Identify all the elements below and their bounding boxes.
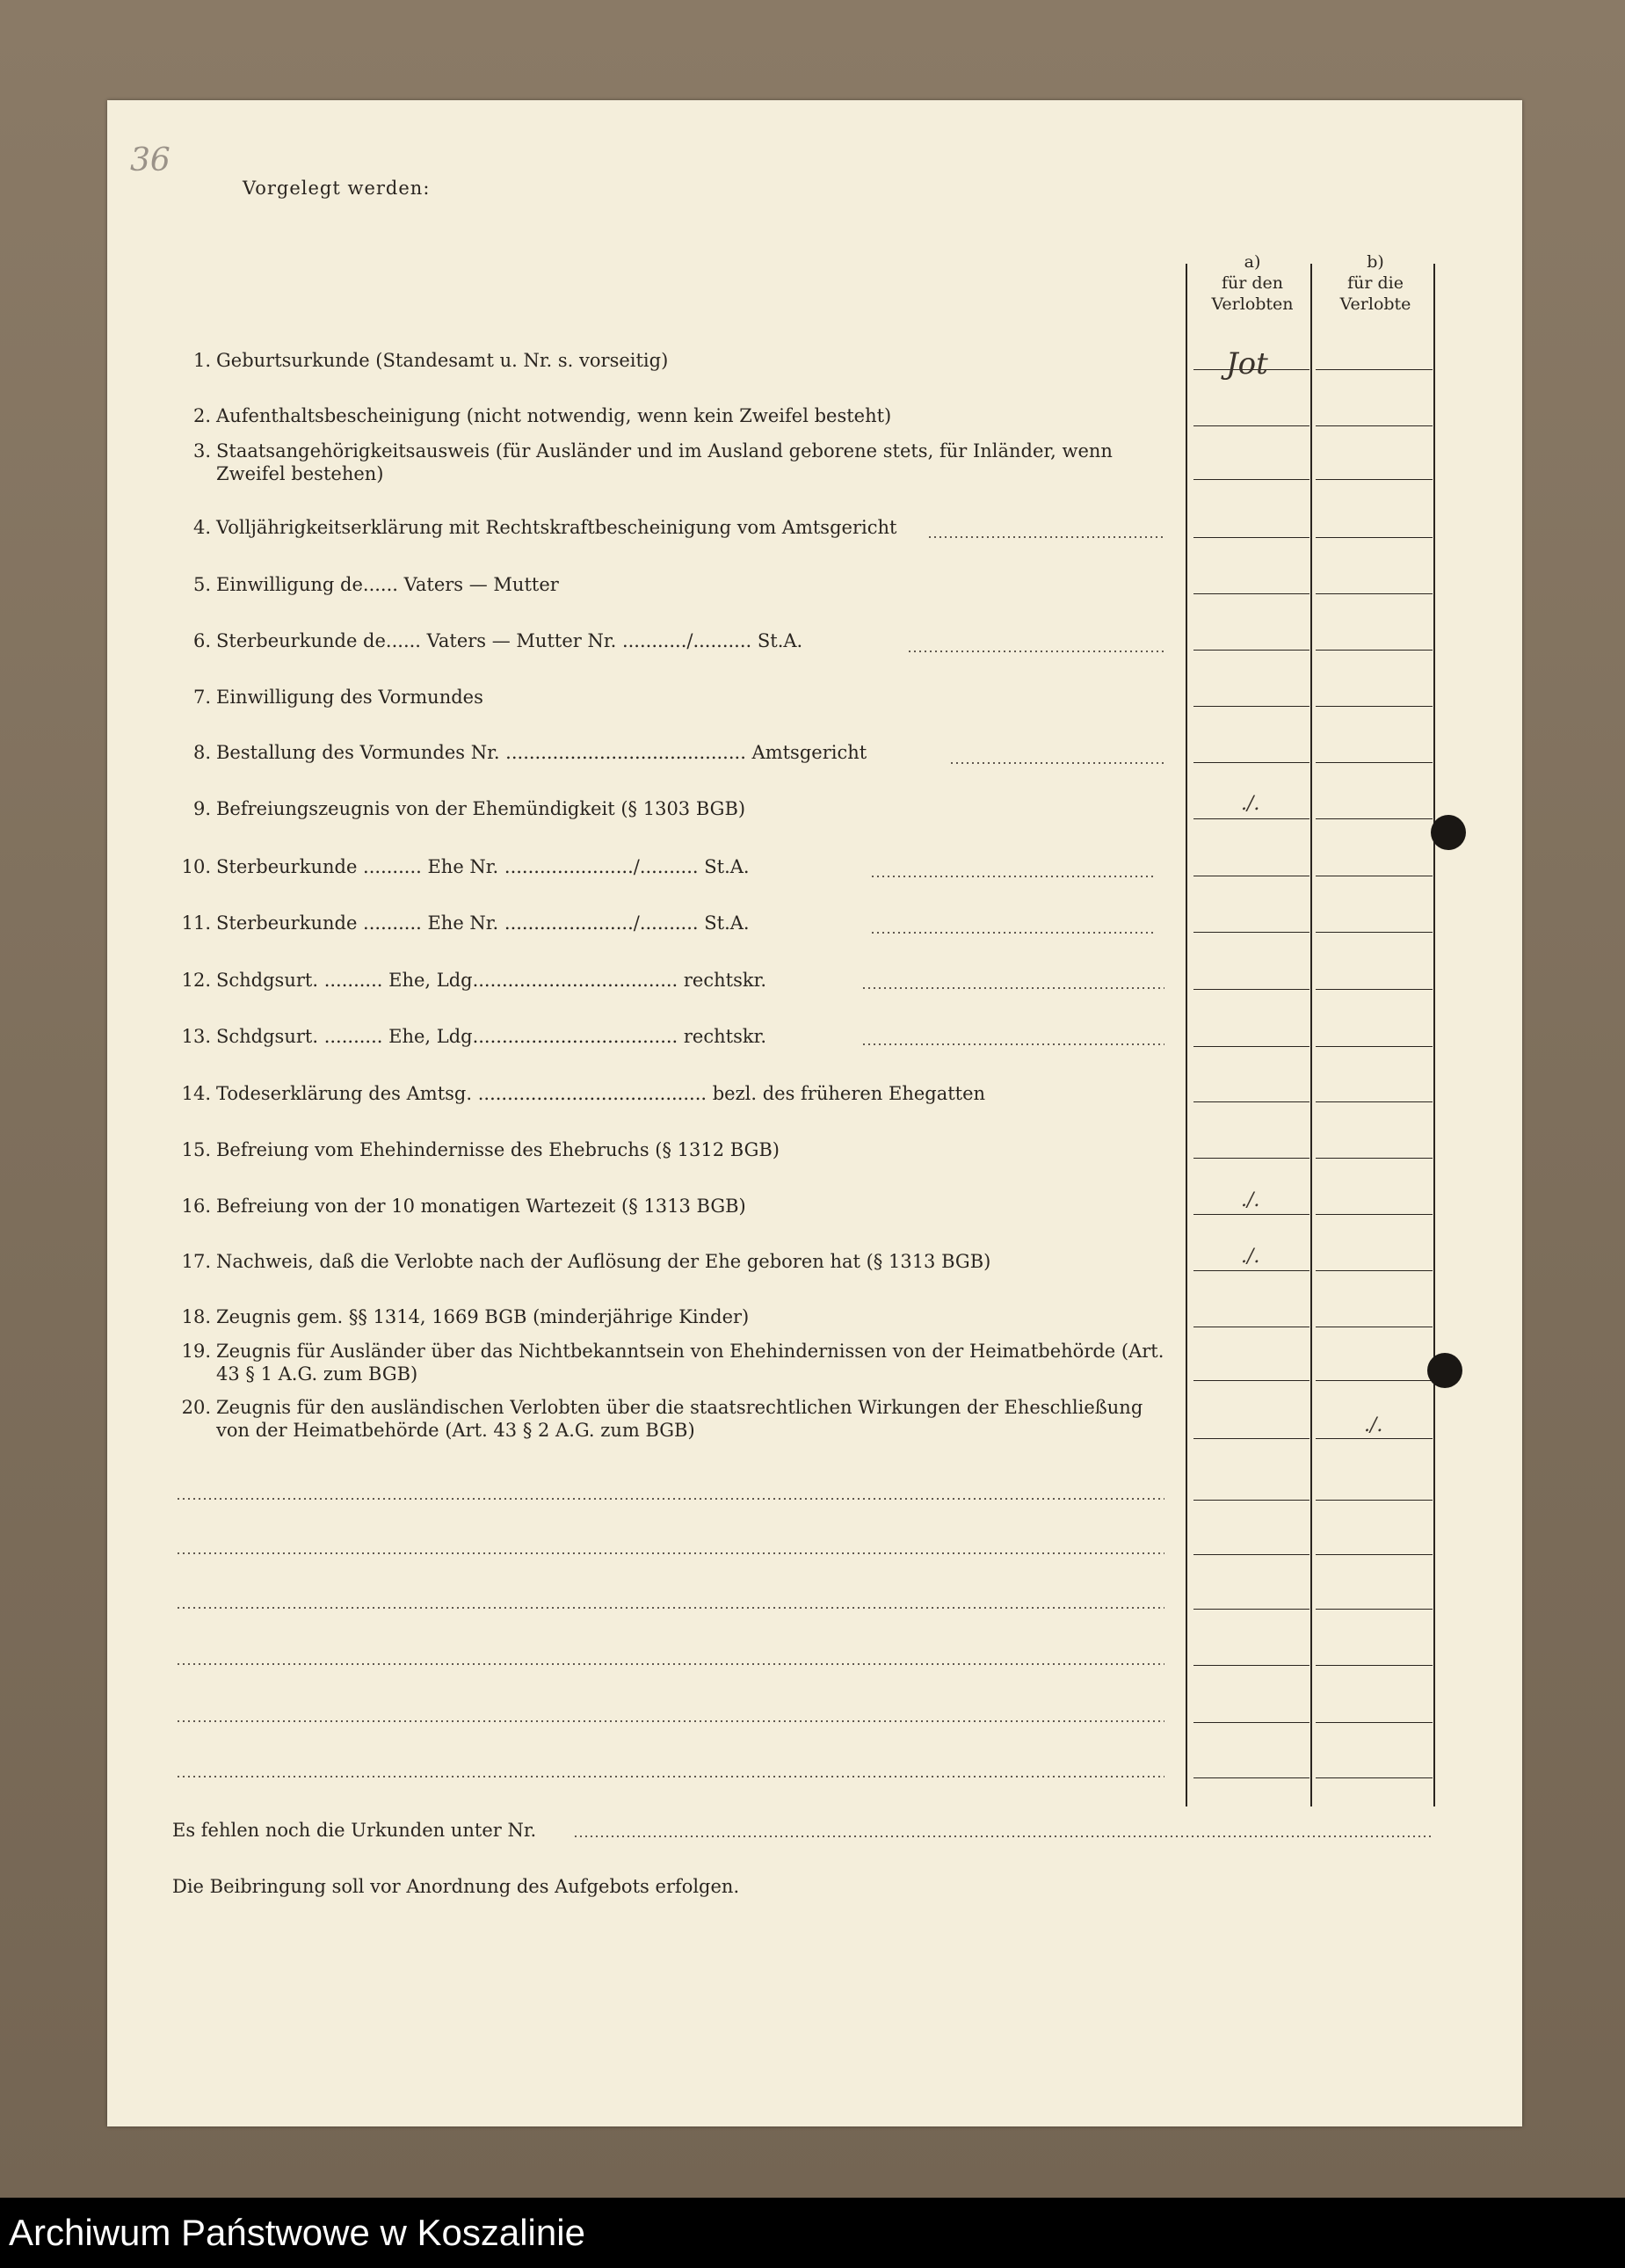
submission-note: Die Beibringung soll vor Anordnung des Aufgebots erfolgen. [172,1876,740,1897]
archive-banner [0,2198,1625,2268]
form-heading: Vorgelegt werden: [243,178,431,199]
item-text: Todeserklärung des Amtsg. ....................................... bezl. des früheren Ehegatten [216,1083,986,1104]
column-rule-right [1433,264,1435,1806]
item-text: Staatsangehörigkeitsausweis (für Ausländer und im Ausland geborene stets, für Inländer, wenn Zweifel bestehen) [216,440,1113,484]
column-rule-left [1186,264,1187,1806]
checkbox-line-b [1316,1270,1433,1271]
checkbox-line-a [1193,762,1309,763]
checkbox-line-a [1193,1101,1309,1102]
item-text: Schdgsurt. .......... Ehe, Ldg................................... rechtskr. [216,1026,766,1047]
checkbox-line-b [1316,762,1433,763]
item-text: Geburtsurkunde (Standesamt u. Nr. s. vorseitig) [216,350,669,371]
item-number: 10. [181,856,211,877]
checkbox-line-a [1193,479,1309,480]
item-text: Zeugnis gem. §§ 1314, 1669 BGB (minderjährige Kinder) [216,1306,750,1327]
item-text: Sterbeurkunde .......... Ehe Nr. ....................../.......... St.A. [216,912,750,934]
blank-entry-dotline [176,1663,1164,1665]
checkbox-line-b [1316,1777,1433,1778]
blank-entry-dotline [176,1498,1164,1500]
item-number: 12. [181,970,211,991]
item-number: 6. [192,630,211,651]
archive-name: Archiwum Państwowe w Koszalinie [9,2212,585,2253]
trailing-dotline [861,987,1164,989]
checkbox-line-b [1316,479,1433,480]
checkbox-line-a [1193,1665,1309,1666]
item-number: 1. [192,350,211,371]
checkbox-line-a [1193,1609,1309,1610]
column-rule-middle [1310,264,1312,1806]
checkbox-line-b [1316,593,1433,594]
item-number: 9. [192,798,211,819]
checkbox-line-b [1316,1380,1433,1381]
item-text: Befreiung vom Ehehindernisse des Ehebruchs (§ 1312 BGB) [216,1139,780,1160]
mark-item9-a: ./. [1241,793,1260,815]
checkbox-line-b [1316,369,1433,370]
column-b-letter: b) [1367,252,1384,272]
checkbox-line-b [1316,1500,1433,1501]
checkbox-line-a [1193,932,1309,933]
item-number: 11. [181,912,211,934]
checkbox-line-b [1316,1214,1433,1215]
column-a-letter: a) [1244,252,1261,272]
checkbox-line-b [1316,1554,1433,1555]
item-text: Sterbeurkunde de...... Vaters — Mutter Nr. .........../.......... St.A. [216,630,803,651]
checkbox-line-b [1316,706,1433,707]
checkbox-line-a [1193,1214,1309,1215]
checkbox-line-a [1193,1438,1309,1439]
item-number: 14. [181,1083,211,1104]
item-number: 3. [192,440,211,462]
trailing-dotline [949,762,1164,764]
checkbox-line-a [1193,1046,1309,1047]
blank-entry-dotline [176,1552,1164,1554]
item-number: 19. [181,1341,211,1362]
item-text: Befreiungszeugnis von der Ehemündigkeit (§ 1303 BGB) [216,798,746,819]
item-text: Zeugnis für den ausländischen Verlobten über die staatsrechtlichen Wirkungen der Eheschließung von der Heimatbehörde (Art. 43 § 2 A.G. zum BGB) [216,1397,1143,1441]
column-b-header [1314,251,1437,315]
item-text: Befreiung von der 10 monatigen Wartezeit (§ 1313 BGB) [216,1196,746,1217]
item-text: Schdgsurt. .......... Ehe, Ldg................................... rechtskr. [216,970,766,991]
mark-item16-a: ./. [1241,1189,1260,1211]
item-number: 18. [181,1306,211,1327]
checkbox-line-a [1193,1500,1309,1501]
trailing-dotline [870,876,1156,877]
trailing-dotline [861,1043,1164,1045]
checkbox-line-a [1193,537,1309,538]
item-text: Sterbeurkunde .......... Ehe Nr. ....................../.......... St.A. [216,856,750,877]
column-b-line2: Verlobte [1339,294,1411,314]
checkbox-line-b [1316,1722,1433,1723]
checkbox-line-b [1316,818,1433,819]
margin-number: 36 [130,142,170,178]
checkbox-line-a [1193,593,1309,594]
checkbox-line-b [1316,1158,1433,1159]
checkbox-line-b [1316,1438,1433,1439]
item-number: 5. [192,574,211,595]
checkbox-line-b [1316,537,1433,538]
checkbox-line-a [1193,1554,1309,1555]
item-text: Einwilligung de...... Vaters — Mutter [216,574,559,595]
column-a-header [1191,251,1314,315]
column-b-line1: für die [1347,273,1404,293]
checkbox-line-b [1316,989,1433,990]
item-text: Aufenthaltsbescheinigung (nicht notwendig, wenn kein Zweifel besteht) [216,405,892,426]
checkbox-line-a [1193,1158,1309,1159]
checkbox-line-a [1193,1722,1309,1723]
blank-entry-dotline [176,1607,1164,1609]
item-number: 20. [181,1397,211,1418]
checkbox-line-b [1316,1665,1433,1666]
item-number: 16. [181,1196,211,1217]
mark-item1-a: Jot [1226,346,1268,382]
checkbox-line-a [1193,706,1309,707]
checkbox-line-b [1316,1046,1433,1047]
mark-item20-b: ./. [1364,1414,1383,1436]
checkbox-line-a [1193,1380,1309,1381]
checkbox-line-b [1316,425,1433,426]
checkbox-line-a [1193,425,1309,426]
item-text: Zeugnis für Ausländer über das Nichtbekanntsein von Ehehindernissen von der Heimatbehörde (Art. 43 § 1 A.G. zum BGB) [216,1341,1164,1385]
item-number: 2. [192,405,211,426]
checkbox-line-a [1193,1777,1309,1778]
checkbox-line-a [1193,650,1309,651]
item-number: 15. [181,1139,211,1160]
punch-hole-top [1431,815,1466,850]
checkbox-line-b [1316,932,1433,933]
item-text: Einwilligung des Vormundes [216,687,483,708]
item-text: Nachweis, daß die Verlobte nach der Auflösung der Ehe geboren hat (§ 1313 BGB) [216,1251,991,1272]
punch-hole-bottom [1427,1353,1462,1388]
checkbox-line-b [1316,650,1433,651]
item-number: 4. [192,517,211,538]
trailing-dotline [907,651,1166,652]
checkbox-line-b [1316,1609,1433,1610]
checkbox-line-a [1193,818,1309,819]
checkbox-line-a [1193,1270,1309,1271]
column-a-line2: Verlobten [1211,294,1294,314]
mark-item17-a: ./. [1241,1246,1260,1268]
checkbox-line-a [1193,989,1309,990]
missing-documents-text: Es fehlen noch die Urkunden unter Nr. [172,1820,537,1841]
column-a-line1: für den [1221,273,1284,293]
item-number: 17. [181,1251,211,1272]
item-number: 13. [181,1026,211,1047]
checkbox-line-b [1316,1101,1433,1102]
blank-entry-dotline [176,1720,1164,1722]
item-number: 7. [192,687,211,708]
item-text: Bestallung des Vormundes Nr. ......................................... Amtsgericht [216,742,867,763]
item-number: 8. [192,742,211,763]
trailing-dotline [870,932,1156,934]
blank-entry-dotline [176,1776,1164,1777]
item-text: Volljährigkeitserklärung mit Rechtskraftbescheinigung vom Amtsgericht [216,517,897,538]
item-4-dotline [927,536,1164,538]
missing-documents-dotline [573,1835,1434,1837]
